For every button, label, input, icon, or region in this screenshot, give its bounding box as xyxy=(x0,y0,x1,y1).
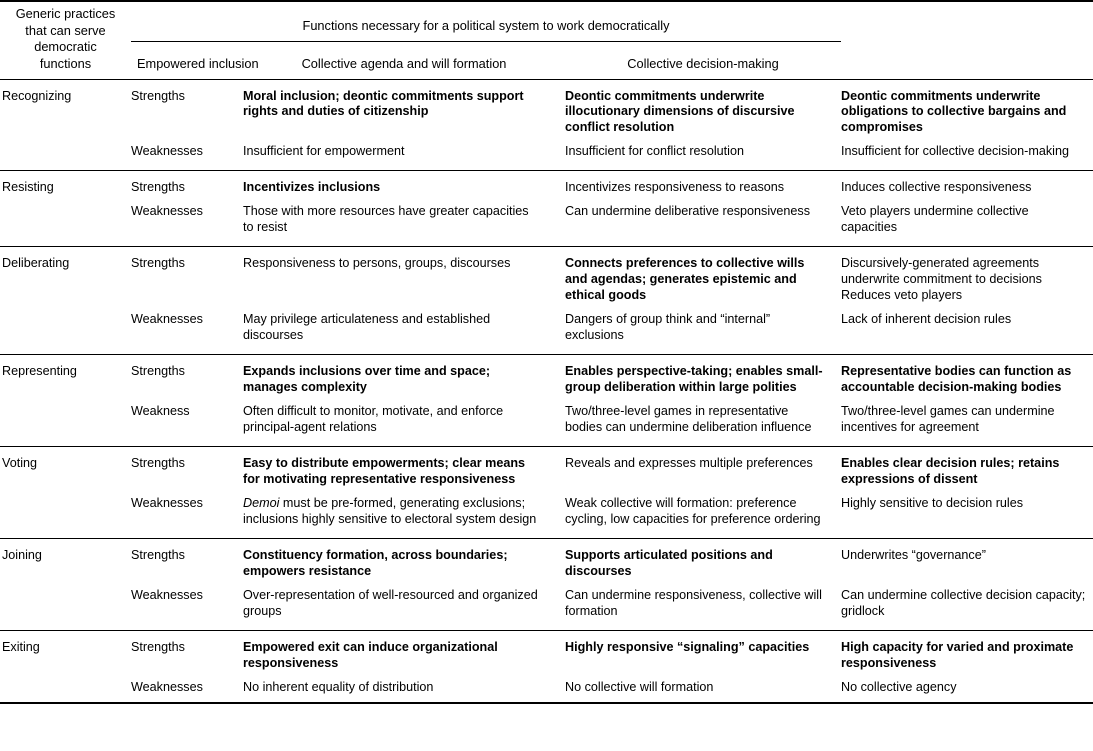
cell-strengths-voting-col3: Enables clear decision rules; retains expressions of dissent xyxy=(841,447,1093,488)
table-row xyxy=(0,447,1093,488)
table-row xyxy=(0,631,1093,672)
table-bottom-rule xyxy=(0,703,1093,704)
cell-strengths-recognizing-col3: Deontic commitments underwrite obligations to collective bargains and compromises xyxy=(841,88,1067,135)
aspect-label-strengths: Strengths xyxy=(131,539,243,580)
aspect-label-strengths: Strengths xyxy=(131,88,185,103)
practice-label-voting: Voting xyxy=(0,447,131,539)
aspect-label-weaknesses: Weaknesses xyxy=(131,312,203,327)
cell-strengths-recognizing-col2: Deontic commitments underwrite illocutionary dimensions of discursive conflict resolution xyxy=(565,88,795,135)
cell-weaknesses-representing-col2: Two/three-level games in representative bodies can undermine deliberation influence xyxy=(565,404,812,435)
cell-weaknesses-joining-col1: Over-representation of well-resourced and organized groups xyxy=(243,588,538,619)
cell-strengths-voting-col2: Reveals and expresses multiple preferences xyxy=(565,447,841,488)
header-practice-column: Generic practices that can serve democratic functions xyxy=(15,6,116,71)
cell-weaknesses-deliberating-col2: Dangers of group think and “internal” exclusions xyxy=(565,312,771,343)
bottom-rule xyxy=(0,703,1093,704)
cell-strengths-joining-col3: Underwrites “governance” xyxy=(841,539,1093,580)
cell-weaknesses-voting-col1: Demoi must be pre-formed, generating exclusions; inclusions highly sensitive to electoral system design xyxy=(243,496,537,527)
practice-label-recognizing: Recognizing xyxy=(2,88,72,103)
header-col-collective-agenda: Collective agenda and will formation xyxy=(301,56,507,72)
aspect-label-strengths: Strengths xyxy=(131,247,243,304)
header-super-functions: Functions necessary for a political system to work democratically xyxy=(131,1,841,42)
aspect-label-weaknesses: Weaknesses xyxy=(131,144,203,159)
italic-term: Demoi xyxy=(243,496,280,511)
table-row xyxy=(0,79,1093,136)
table-row xyxy=(0,247,1093,304)
table-row xyxy=(0,396,1093,446)
cell-strengths-joining-col1: Constituency formation, across boundaries; empowers resistance xyxy=(243,539,565,580)
cell-weaknesses-joining-col3: Can undermine collective decision capacity; gridlock xyxy=(841,588,1086,619)
cell-strengths-recognizing-col1: Moral inclusion; deontic commitments support rights and duties of citizenship xyxy=(243,88,524,119)
practice-label-exiting: Exiting xyxy=(0,631,131,703)
cell-weaknesses-deliberating-col3: Lack of inherent decision rules xyxy=(841,312,1012,327)
cell-strengths-deliberating-col2: Connects preferences to collective wills and agendas; generates epistemic and ethical goods xyxy=(565,247,841,304)
practice-label-representing: Representing xyxy=(0,355,131,447)
cell-strengths-exiting-col1: Empowered exit can induce organizational responsiveness xyxy=(243,631,565,672)
aspect-label-strengths: Strengths xyxy=(131,355,243,396)
table-row xyxy=(0,304,1093,354)
cell-strengths-resisting-col3: Induces collective responsiveness xyxy=(841,171,1093,196)
cell-strengths-resisting-col2: Incentivizes responsiveness to reasons xyxy=(565,171,841,196)
cell-strengths-representing-col3: Representative bodies can function as accountable decision-making bodies xyxy=(841,355,1093,396)
cell-strengths-deliberating-col1: Responsiveness to persons, groups, discourses xyxy=(243,247,565,304)
table-row xyxy=(0,488,1093,538)
table-row xyxy=(0,539,1093,580)
header-col-empowered-inclusion: Empowered inclusion xyxy=(137,56,259,72)
cell-weaknesses-resisting-col1: Those with more resources have greater capacities to resist xyxy=(243,204,529,235)
cell-weaknesses-voting-col2: Weak collective will formation: preference cycling, low capacities for preference ordering xyxy=(565,496,821,527)
cell-strengths-joining-col2: Supports articulated positions and discourses xyxy=(565,539,841,580)
cell-weaknesses-exiting-col2: No collective will formation xyxy=(565,680,714,695)
table-row xyxy=(0,171,1093,196)
cell-strengths-deliberating-col3: Discursively-generated agreements underwrite commitment to decisions Reduces veto players xyxy=(841,247,1093,304)
aspect-label-weaknesses: Weaknesses xyxy=(131,588,203,603)
practice-label-deliberating: Deliberating xyxy=(0,247,131,355)
cell-weaknesses-joining-col2: Can undermine responsiveness, collective will formation xyxy=(565,588,822,619)
cell-strengths-representing-col2: Enables perspective-taking; enables small-group deliberation within large polities xyxy=(565,355,841,396)
aspect-label-strengths: Strengths xyxy=(131,171,243,196)
aspect-label-weaknesses: Weaknesses xyxy=(131,204,203,219)
header-col-collective-decision-making: Collective decision-making xyxy=(627,56,779,72)
aspect-label-weaknesses: Weaknesses xyxy=(131,680,203,695)
cell-strengths-representing-col1: Expands inclusions over time and space; manages complexity xyxy=(243,355,565,396)
cell-strengths-voting-col1: Easy to distribute empowerments; clear means for motivating representative responsiveness xyxy=(243,447,565,488)
cell-strengths-exiting-col3: High capacity for varied and proximate responsiveness xyxy=(841,631,1093,672)
aspect-label-strengths: Strengths xyxy=(131,447,243,488)
cell-weaknesses-resisting-col2: Can undermine deliberative responsiveness xyxy=(565,204,811,219)
aspect-label-strengths: Strengths xyxy=(131,631,243,672)
cell-weaknesses-recognizing-col2: Insufficient for conflict resolution xyxy=(565,144,744,159)
table-header xyxy=(0,1,1093,79)
practice-label-joining: Joining xyxy=(0,539,131,631)
practice-label-resisting: Resisting xyxy=(0,171,131,247)
header-row-super xyxy=(0,1,1093,42)
table-body xyxy=(0,79,1093,704)
cell-weaknesses-representing-col3: Two/three-level games can undermine incentives for agreement xyxy=(841,404,1055,435)
table-row xyxy=(0,672,1093,703)
cell-weaknesses-voting-col3: Highly sensitive to decision rules xyxy=(841,496,1023,511)
table-row xyxy=(0,136,1093,170)
aspect-label-weaknesses: Weaknesses xyxy=(131,496,203,511)
cell-weaknesses-resisting-col3: Veto players undermine collective capacities xyxy=(841,204,1029,235)
cell-weaknesses-exiting-col1: No inherent equality of distribution xyxy=(243,680,434,695)
cell-weaknesses-recognizing-col3: Insufficient for collective decision-making xyxy=(841,144,1069,159)
table-row xyxy=(0,580,1093,630)
cell-strengths-exiting-col2: Highly responsive “signaling” capacities xyxy=(565,631,841,672)
cell-weaknesses-recognizing-col1: Insufficient for empowerment xyxy=(243,144,405,159)
cell-strengths-resisting-col1: Incentivizes inclusions xyxy=(243,171,565,196)
table-row xyxy=(0,355,1093,396)
cell-weaknesses-representing-col1: Often difficult to monitor, motivate, and enforce principal-agent relations xyxy=(243,404,504,435)
header-row-sub xyxy=(0,42,1093,79)
table-row xyxy=(0,196,1093,246)
aspect-label-weaknesses: Weakness xyxy=(131,404,190,419)
cell-weaknesses-deliberating-col1: May privilege articulateness and established discourses xyxy=(243,312,491,343)
cell-weaknesses-exiting-col3: No collective agency xyxy=(841,680,957,695)
